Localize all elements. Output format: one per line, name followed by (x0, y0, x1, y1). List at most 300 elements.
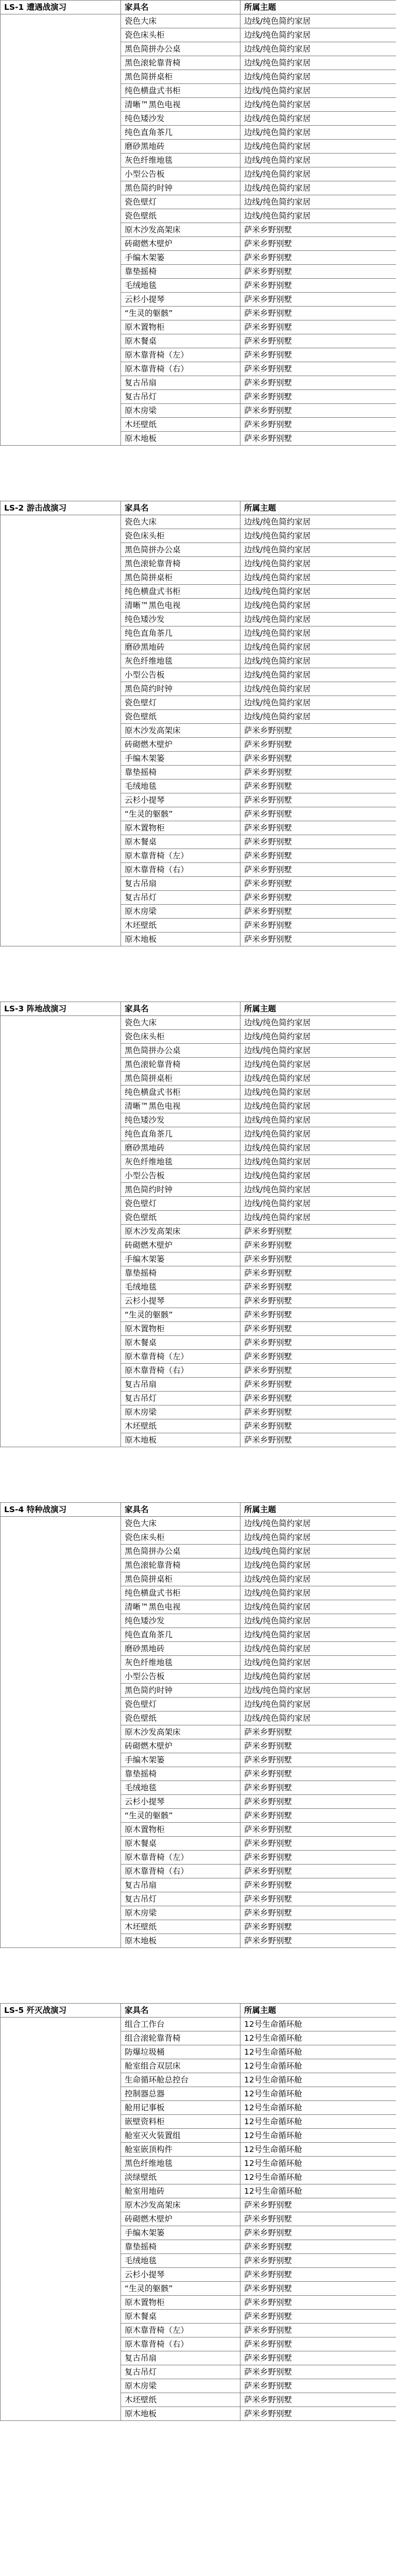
column-header-theme: 所属主题 (240, 1503, 396, 1517)
furniture-name-cell: 原木靠背椅（右） (121, 863, 240, 877)
blank-cell (1, 919, 121, 933)
theme-cell: 12号生命循环舱 (240, 2143, 396, 2157)
blank-cell (1, 626, 121, 640)
exercise-table (0, 2003, 396, 2421)
table-row (1, 1169, 396, 1183)
blank-cell (1, 1113, 121, 1127)
blank-cell (1, 2379, 121, 2393)
theme-cell: 边线/纯色简约家居 (240, 1099, 396, 1113)
table-row (1, 1127, 396, 1141)
table-row (1, 1183, 396, 1197)
table-row (1, 1600, 396, 1614)
theme-cell: 12号生命循环舱 (240, 2059, 396, 2073)
blank-cell (1, 779, 121, 793)
blank-cell (1, 167, 121, 181)
blank-cell (1, 2087, 121, 2101)
furniture-name-cell: 清晰™黑色电视 (121, 1600, 240, 1614)
blank-cell (1, 752, 121, 766)
blank-cell (1, 362, 121, 376)
theme-cell: 萨米乡野别墅 (240, 1239, 396, 1252)
furniture-name-cell: 防爆垃圾桶 (121, 2045, 240, 2059)
furniture-name-cell: 黑色滚轮靠背椅 (121, 1558, 240, 1572)
blank-cell (1, 1600, 121, 1614)
furniture-name-cell: 嵌壁资料柜 (121, 2115, 240, 2129)
blank-cell (1, 1030, 121, 1044)
blank-cell (1, 98, 121, 112)
theme-cell: 萨米乡野别墅 (240, 821, 396, 835)
blank-cell (1, 1016, 121, 1030)
blank-cell (1, 1865, 121, 1878)
table-row (1, 237, 396, 251)
theme-cell: 12号生命循环舱 (240, 2115, 396, 2129)
blank-cell (1, 1141, 121, 1155)
theme-cell: 萨米乡野别墅 (240, 348, 396, 362)
furniture-name-cell: 黑色滚轮靠背椅 (121, 56, 240, 70)
theme-cell: 边线/纯色简约家居 (240, 42, 396, 56)
theme-cell: 萨米乡野别墅 (240, 2296, 396, 2310)
table-row (1, 2393, 396, 2407)
furniture-name-cell: 黑色简约时钟 (121, 181, 240, 195)
table-spacer (0, 446, 396, 501)
table-row (1, 1920, 396, 1934)
blank-cell (1, 1711, 121, 1725)
table-row (1, 1878, 396, 1892)
blank-cell (1, 2254, 121, 2268)
theme-cell: 萨米乡野别墅 (240, 376, 396, 390)
table-row (1, 167, 396, 181)
blank-cell (1, 613, 121, 626)
blank-cell (1, 2198, 121, 2212)
table-row (1, 1197, 396, 1211)
furniture-name-cell: 靠垫摇椅 (121, 766, 240, 779)
table-row (1, 1044, 396, 1058)
blank-cell (1, 2212, 121, 2226)
furniture-name-cell: 黑色简拼桌柜 (121, 571, 240, 585)
theme-cell: 萨米乡野别墅 (240, 1225, 396, 1239)
furniture-name-cell: 瓷色壁纸 (121, 1711, 240, 1725)
table-row (1, 1795, 396, 1809)
furniture-name-cell: 黑色简拼办公桌 (121, 42, 240, 56)
furniture-name-cell: 原木靠背椅（左） (121, 1851, 240, 1865)
blank-cell (1, 181, 121, 195)
column-header-theme: 所属主题 (240, 501, 396, 515)
table-row (1, 1698, 396, 1711)
theme-cell: 萨米乡野别墅 (240, 835, 396, 849)
table-row (1, 807, 396, 821)
blank-cell (1, 1322, 121, 1336)
table-row (1, 2212, 396, 2226)
table-row (1, 195, 396, 209)
theme-cell: 12号生命循环舱 (240, 2129, 396, 2143)
furniture-name-cell: 清晰™黑色电视 (121, 98, 240, 112)
table-row (1, 1753, 396, 1767)
furniture-name-cell: 原木房梁 (121, 1405, 240, 1419)
theme-cell: 边线/纯色简约家居 (240, 98, 396, 112)
table-spacer (0, 946, 396, 1002)
exercise-title: LS-1 遭遇战演习 (1, 1, 121, 14)
furniture-name-cell: 清晰™黑色电视 (121, 599, 240, 613)
blank-cell (1, 56, 121, 70)
table-row (1, 1419, 396, 1433)
theme-cell: 萨米乡野别墅 (240, 1753, 396, 1767)
furniture-name-cell: 纯色矮沙发 (121, 112, 240, 126)
theme-cell: 边线/纯色简约家居 (240, 1141, 396, 1155)
table-row (1, 2324, 396, 2337)
table-row (1, 1141, 396, 1155)
furniture-name-cell: 原木靠背椅（左） (121, 2324, 240, 2337)
blank-cell (1, 1183, 121, 1197)
furniture-name-cell: 黑色纤维地毯 (121, 2157, 240, 2171)
blank-cell (1, 265, 121, 279)
theme-cell: 萨米乡野别墅 (240, 1767, 396, 1781)
table-row (1, 1725, 396, 1739)
blank-cell (1, 1739, 121, 1753)
theme-cell: 萨米乡野别墅 (240, 877, 396, 891)
blank-cell (1, 2351, 121, 2365)
furniture-name-cell: 靠垫摇椅 (121, 265, 240, 279)
blank-cell (1, 933, 121, 946)
theme-cell: 边线/纯色简约家居 (240, 1586, 396, 1600)
blank-cell (1, 84, 121, 98)
table-row (1, 835, 396, 849)
table-row (1, 515, 396, 529)
blank-cell (1, 1725, 121, 1739)
blank-cell (1, 307, 121, 320)
table-row (1, 1030, 396, 1044)
furniture-name-cell: 瓷色床头柜 (121, 1030, 240, 1044)
furniture-name-cell: 原木置物柜 (121, 1823, 240, 1837)
theme-cell: 边线/纯色简约家居 (240, 1656, 396, 1670)
blank-cell (1, 2310, 121, 2324)
table-row (1, 42, 396, 56)
theme-cell: 萨米乡野别墅 (240, 320, 396, 334)
table-row (1, 14, 396, 28)
furniture-name-cell: 黑色简拼办公桌 (121, 1044, 240, 1058)
furniture-name-cell: 舱室嵌顶构件 (121, 2143, 240, 2157)
theme-cell: 萨米乡野别墅 (240, 807, 396, 821)
blank-cell (1, 1698, 121, 1711)
theme-cell: 边线/纯色简约家居 (240, 126, 396, 140)
theme-cell: 萨米乡野别墅 (240, 404, 396, 418)
table-row (1, 877, 396, 891)
theme-cell: 边线/纯色简约家居 (240, 195, 396, 209)
furniture-name-cell: 小型公告板 (121, 1169, 240, 1183)
theme-cell: 边线/纯色简约家居 (240, 154, 396, 167)
table-row (1, 1586, 396, 1600)
theme-cell: 萨米乡野别墅 (240, 1308, 396, 1322)
furniture-name-cell: 木坯壁纸 (121, 2393, 240, 2407)
blank-cell (1, 1656, 121, 1670)
theme-cell: 萨米乡野别墅 (240, 933, 396, 946)
theme-cell: 萨米乡野别墅 (240, 1865, 396, 1878)
theme-cell: 萨米乡野别墅 (240, 1252, 396, 1266)
furniture-name-cell: 原木房梁 (121, 404, 240, 418)
furniture-name-cell: 舱室用地砖 (121, 2184, 240, 2198)
blank-cell (1, 571, 121, 585)
furniture-name-cell: 手编木架篓 (121, 752, 240, 766)
blank-cell (1, 696, 121, 710)
blank-cell (1, 293, 121, 307)
furniture-name-cell: 原木靠背椅（右） (121, 2337, 240, 2351)
theme-cell: 萨米乡野别墅 (240, 752, 396, 766)
theme-cell: 萨米乡野别墅 (240, 2198, 396, 2212)
theme-cell: 萨米乡野别墅 (240, 1392, 396, 1405)
theme-cell: 12号生命循环舱 (240, 2184, 396, 2198)
theme-cell: 边线/纯色简约家居 (240, 1558, 396, 1572)
furniture-name-cell: 瓷色壁灯 (121, 1698, 240, 1711)
table-row (1, 1934, 396, 1948)
furniture-name-cell: 黑色简约时钟 (121, 682, 240, 696)
furniture-name-cell: 瓷色壁灯 (121, 696, 240, 710)
furniture-name-cell: 原木靠背椅（左） (121, 348, 240, 362)
furniture-name-cell: 灰色纤维地毯 (121, 654, 240, 668)
furniture-name-cell: 手编木架篓 (121, 1753, 240, 1767)
theme-cell: 边线/纯色简约家居 (240, 1086, 396, 1099)
blank-cell (1, 849, 121, 863)
theme-cell: 边线/纯色简约家居 (240, 84, 396, 98)
theme-cell: 边线/纯色简约家居 (240, 1642, 396, 1656)
blank-cell (1, 1058, 121, 1072)
theme-cell: 萨米乡野别墅 (240, 1878, 396, 1892)
table-row (1, 223, 396, 237)
furniture-name-cell: 复古吊灯 (121, 2365, 240, 2379)
table-row (1, 1322, 396, 1336)
theme-cell: 边线/纯色简约家居 (240, 529, 396, 543)
furniture-name-cell: 纯色横盘式书柜 (121, 1586, 240, 1600)
blank-cell (1, 1545, 121, 1558)
theme-cell: 萨米乡野别墅 (240, 891, 396, 905)
table-row (1, 738, 396, 752)
furniture-name-cell: 黑色简拼桌柜 (121, 70, 240, 84)
blank-cell (1, 126, 121, 140)
furniture-name-cell: 木坯壁纸 (121, 1920, 240, 1934)
exercise-title: LS-5 歼灭战演习 (1, 2004, 121, 2018)
theme-cell: 萨米乡野别墅 (240, 863, 396, 877)
theme-cell: 边线/纯色简约家居 (240, 1600, 396, 1614)
theme-cell: 12号生命循环舱 (240, 2018, 396, 2031)
furniture-name-cell: 黑色简约时钟 (121, 1684, 240, 1698)
table-row (1, 1058, 396, 1072)
theme-cell: 边线/纯色简约家居 (240, 626, 396, 640)
blank-cell (1, 1197, 121, 1211)
blank-cell (1, 1044, 121, 1058)
blank-cell (1, 515, 121, 529)
furniture-name-cell: 毛绒地毯 (121, 1280, 240, 1294)
table-row (1, 1086, 396, 1099)
table-row (1, 863, 396, 877)
furniture-name-cell: 清晰™黑色电视 (121, 1099, 240, 1113)
table-row (1, 599, 396, 613)
furniture-name-cell: 云杉小提琴 (121, 1294, 240, 1308)
furniture-name-cell: 靠垫摇椅 (121, 1266, 240, 1280)
furniture-name-cell: 瓷色床头柜 (121, 1531, 240, 1545)
blank-cell (1, 404, 121, 418)
furniture-name-cell: 灰色纤维地毯 (121, 154, 240, 167)
blank-cell (1, 1350, 121, 1364)
furniture-name-cell: 毛绒地毯 (121, 2254, 240, 2268)
blank-cell (1, 1308, 121, 1322)
blank-cell (1, 1336, 121, 1350)
blank-cell (1, 2407, 121, 2421)
theme-cell: 萨米乡野别墅 (240, 279, 396, 293)
blank-cell (1, 1767, 121, 1781)
table-row (1, 724, 396, 738)
furniture-name-cell: 黑色简约时钟 (121, 1183, 240, 1197)
exercise-table (0, 501, 396, 946)
furniture-name-cell: 纯色矮沙发 (121, 613, 240, 626)
table-row (1, 2282, 396, 2296)
blank-cell (1, 1753, 121, 1767)
table-row (1, 2157, 396, 2171)
table-row (1, 1350, 396, 1364)
theme-cell: 边线/纯色简约家居 (240, 56, 396, 70)
theme-cell: 12号生命循环舱 (240, 2031, 396, 2045)
table-row (1, 2254, 396, 2268)
theme-cell: 边线/纯色简约家居 (240, 710, 396, 724)
theme-cell: 12号生命循环舱 (240, 2157, 396, 2171)
table-row (1, 1767, 396, 1781)
furniture-name-cell: 瓷色床头柜 (121, 529, 240, 543)
theme-cell: 萨米乡野别墅 (240, 905, 396, 919)
table-row (1, 418, 396, 432)
blank-cell (1, 2226, 121, 2240)
theme-cell: 萨米乡野别墅 (240, 1322, 396, 1336)
furniture-name-cell: 毛绒地毯 (121, 1781, 240, 1795)
blank-cell (1, 1684, 121, 1698)
furniture-name-cell: 磨砂黑地砖 (121, 640, 240, 654)
furniture-name-cell: 原木房梁 (121, 905, 240, 919)
blank-cell (1, 1225, 121, 1239)
blank-cell (1, 223, 121, 237)
furniture-name-cell: 纯色矮沙发 (121, 1614, 240, 1628)
furniture-name-cell: 砖砌燃木壁炉 (121, 738, 240, 752)
furniture-name-cell: 瓷色大床 (121, 1016, 240, 1030)
table-row (1, 1155, 396, 1169)
theme-cell: 边线/纯色简约家居 (240, 1614, 396, 1628)
table-row (1, 279, 396, 293)
table-row (1, 293, 396, 307)
theme-cell: 边线/纯色简约家居 (240, 1169, 396, 1183)
table-row (1, 2101, 396, 2115)
furniture-name-cell: 瓷色大床 (121, 1517, 240, 1531)
table-row (1, 1016, 396, 1030)
blank-cell (1, 668, 121, 682)
furniture-name-cell: 原木餐桌 (121, 2310, 240, 2324)
blank-cell (1, 793, 121, 807)
theme-cell: 萨米乡野别墅 (240, 1419, 396, 1433)
blank-cell (1, 724, 121, 738)
theme-cell: 边线/纯色简约家居 (240, 543, 396, 557)
blank-cell (1, 1586, 121, 1600)
exercise-title: LS-3 阵地战演习 (1, 1002, 121, 1016)
furniture-name-cell: 复古吊灯 (121, 390, 240, 404)
table-row (1, 696, 396, 710)
blank-cell (1, 821, 121, 835)
theme-cell: 边线/纯色简约家居 (240, 585, 396, 599)
table-row (1, 2184, 396, 2198)
theme-cell: 边线/纯色简约家居 (240, 1684, 396, 1698)
theme-cell: 萨米乡野别墅 (240, 2268, 396, 2282)
blank-cell (1, 1392, 121, 1405)
blank-cell (1, 237, 121, 251)
blank-cell (1, 1072, 121, 1086)
theme-cell: 萨米乡野别墅 (240, 724, 396, 738)
blank-cell (1, 154, 121, 167)
column-header-item: 家具名 (121, 2004, 240, 2018)
furniture-name-cell: 瓷色大床 (121, 14, 240, 28)
table-row (1, 654, 396, 668)
furniture-name-cell: 原木餐桌 (121, 1837, 240, 1851)
blank-cell (1, 710, 121, 724)
blank-cell (1, 320, 121, 334)
furniture-name-cell: 瓷色壁纸 (121, 1211, 240, 1225)
theme-cell: 萨米乡野别墅 (240, 1350, 396, 1364)
furniture-name-cell: 黑色简拼桌柜 (121, 1072, 240, 1086)
furniture-name-cell: 纯色横盘式书柜 (121, 84, 240, 98)
furniture-name-cell: 组合工作台 (121, 2018, 240, 2031)
blank-cell (1, 891, 121, 905)
theme-cell: 边线/纯色简约家居 (240, 1545, 396, 1558)
theme-cell: 边线/纯色简约家居 (240, 1127, 396, 1141)
furniture-name-cell: 纯色直角茶几 (121, 626, 240, 640)
table-row (1, 1865, 396, 1878)
blank-cell (1, 209, 121, 223)
theme-cell: 12号生命循环舱 (240, 2087, 396, 2101)
theme-cell: 萨米乡野别墅 (240, 1892, 396, 1906)
theme-cell: 萨米乡野别墅 (240, 1781, 396, 1795)
furniture-name-cell: 砖砌燃木壁炉 (121, 1239, 240, 1252)
blank-cell (1, 1628, 121, 1642)
column-header-item: 家具名 (121, 1002, 240, 1016)
furniture-name-cell: 原木靠背椅（右） (121, 362, 240, 376)
theme-cell: 萨米乡野别墅 (240, 849, 396, 863)
table-row (1, 1433, 396, 1447)
blank-cell (1, 2393, 121, 2407)
table-row (1, 752, 396, 766)
table-header-row (1, 501, 396, 515)
blank-cell (1, 863, 121, 877)
furniture-name-cell: 瓷色大床 (121, 515, 240, 529)
table-row (1, 209, 396, 223)
blank-cell (1, 738, 121, 752)
blank-cell (1, 1642, 121, 1656)
furniture-name-cell: 木坯壁纸 (121, 418, 240, 432)
table-row (1, 1851, 396, 1865)
blank-cell (1, 1878, 121, 1892)
table-row (1, 2073, 396, 2087)
theme-cell: 萨米乡野别墅 (240, 2254, 396, 2268)
theme-cell: 萨米乡野别墅 (240, 1280, 396, 1294)
theme-cell: 萨米乡野别墅 (240, 738, 396, 752)
furniture-name-cell: 小型公告板 (121, 167, 240, 181)
column-header-item: 家具名 (121, 1, 240, 14)
blank-cell (1, 905, 121, 919)
furniture-name-cell: 复古吊扇 (121, 1878, 240, 1892)
column-header-theme: 所属主题 (240, 1, 396, 14)
theme-cell: 萨米乡野别墅 (240, 2226, 396, 2240)
theme-cell: 萨米乡野别墅 (240, 2310, 396, 2324)
furniture-name-cell: 复古吊扇 (121, 1378, 240, 1392)
table-row (1, 1809, 396, 1823)
furniture-name-cell: 瓷色壁灯 (121, 1197, 240, 1211)
furniture-name-cell: 磨砂黑地砖 (121, 140, 240, 154)
table-row (1, 1628, 396, 1642)
theme-cell: 萨米乡野别墅 (240, 2379, 396, 2393)
table-header-row (1, 1503, 396, 1517)
furniture-name-cell: 靠垫摇椅 (121, 1767, 240, 1781)
blank-cell (1, 1252, 121, 1266)
furniture-name-cell: 灰色纤维地毯 (121, 1656, 240, 1670)
